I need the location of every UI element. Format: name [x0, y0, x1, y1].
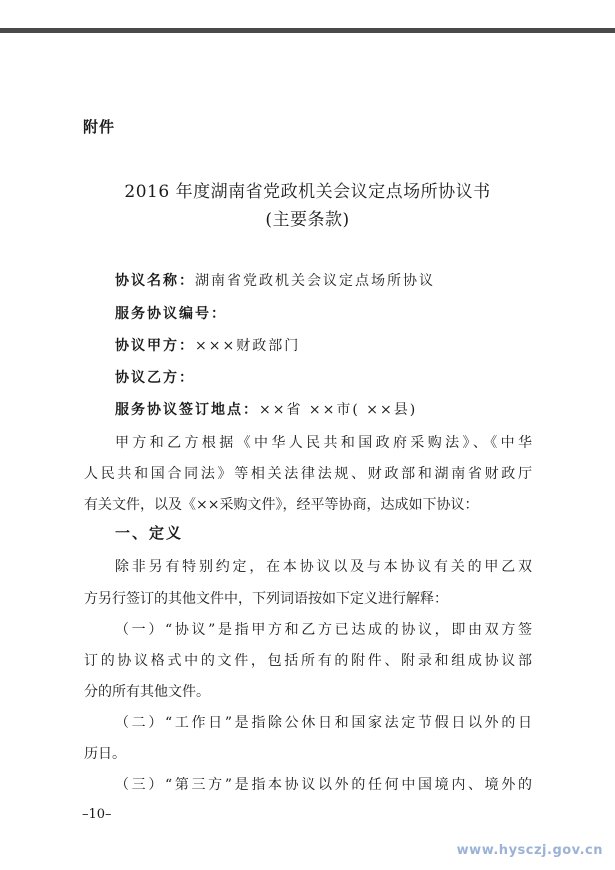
field-party-b — [115, 367, 195, 387]
field-label: 协议名称： — [115, 273, 195, 289]
section-heading-definitions: 一、定义 — [115, 524, 184, 542]
field-value: ××省 ××市( ××县) — [259, 402, 418, 418]
top-rule — [0, 28, 615, 33]
field-signing-place — [115, 399, 417, 419]
field-value: ×××财政部门 — [195, 338, 301, 354]
watermark: www.hysczj.gov.cn — [456, 843, 603, 858]
definition-item-2-line: 历日。 — [84, 746, 126, 762]
field-label: 协议甲方： — [115, 338, 195, 354]
intro-line: 人民共和国合同法》等相关法律法规、财政部和湖南省财政厅 — [84, 466, 532, 482]
page-number: –10– — [82, 807, 112, 822]
document-title: 2016 年度湖南省党政机关会议定点场所协议书 — [124, 182, 491, 202]
definition-item-2-line: （二）“工作日”是指除公休日和国家法定节假日以外的日 — [115, 715, 532, 731]
definition-intro-line: 方另行签订的其他文件中，下列词语按如下定义进行解释： — [84, 591, 448, 607]
definition-intro-line: 除非另有特别约定，在本协议以及与本协议有关的甲乙双 — [115, 559, 532, 575]
document-subtitle: (主要条款) — [265, 210, 350, 230]
definition-item-1-line: 订的协议格式中的文件，包括所有的附件、附录和组成协议部 — [84, 653, 532, 669]
attachment-label: 附件 — [83, 118, 116, 136]
field-agreement-name — [115, 270, 435, 290]
field-value: 湖南省党政机关会议定点场所协议 — [195, 273, 435, 289]
field-label: 协议乙方： — [115, 370, 195, 386]
definition-item-1-line: （一）“协议”是指甲方和乙方已达成的协议，即由双方签 — [115, 622, 532, 638]
field-agreement-number — [115, 303, 227, 323]
field-label: 服务协议编号： — [115, 306, 227, 322]
field-party-a — [115, 335, 300, 355]
definition-item-1-line: 分的所有其他文件。 — [84, 684, 210, 700]
intro-line: 甲方和乙方根据《中华人民共和国政府采购法》、《中华 — [115, 435, 532, 451]
definition-item-3-line: （三）“第三方”是指本协议以外的任何中国境内、境外的 — [115, 777, 532, 793]
intro-line: 有关文件，以及《××采购文件》，经平等协商，达成如下协议： — [84, 497, 479, 513]
field-label: 服务协议签订地点： — [115, 402, 259, 418]
